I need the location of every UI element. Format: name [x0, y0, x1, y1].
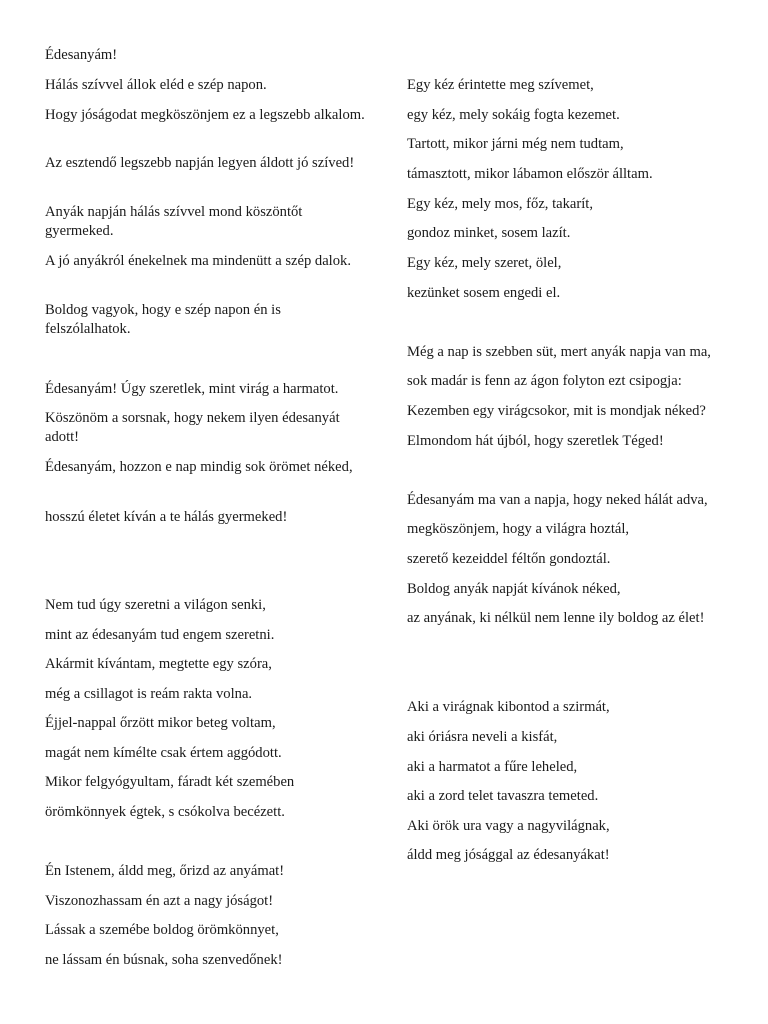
poem-line: aki óriásra neveli a kisfát,	[407, 729, 558, 745]
poem-line: A jó anyákról énekelnek ma mindenütt a szép dalok.	[45, 253, 351, 269]
poem-line: hosszú életet kíván a te hálás gyermeked!	[45, 509, 288, 525]
poem-line: aki a zord telet tavaszra temeted.	[407, 788, 599, 804]
poem-line: Nem tud úgy szeretni a világon senki,	[45, 597, 266, 613]
poem-line: Köszönöm a sorsnak, hogy nekem ilyen édesanyát adott!	[45, 410, 340, 445]
poem-line: Akármit kívántam, megtette egy szóra,	[45, 656, 272, 672]
poem-line: Az esztendő legszebb napján legyen áldott jó szíved!	[45, 155, 355, 171]
poem-line: még a csillagot is reám rakta volna.	[45, 686, 253, 702]
poem-line: Édesanyám, hozzon e nap mindig sok örömet néked,	[45, 459, 353, 475]
poem-line: Elmondom hát újból, hogy szeretlek Téged!	[407, 433, 664, 449]
poem-line: Édesanyám! Úgy szeretlek, mint virág a harmatot.	[45, 381, 339, 397]
poem-line: Aki a virágnak kibontod a szirmát,	[407, 699, 610, 715]
poem-line: megköszönjem, hogy a világra hoztál,	[407, 521, 630, 537]
poem-line: Éjjel-nappal őrzött mikor beteg voltam,	[45, 715, 276, 731]
poem-line: Aki örök ura vagy a nagyvilágnak,	[407, 818, 610, 834]
poem-line: Édesanyám ma van a napja, hogy neked hálát adva,	[407, 492, 708, 508]
poem-line: Boldog anyák napját kívánok néked,	[407, 581, 621, 597]
poem-line: mint az édesanyám tud engem szeretni.	[45, 627, 275, 643]
poem-line: gondoz minket, sosem lazít.	[407, 225, 571, 241]
poem-line: ne lássam én búsnak, soha szenvedőnek!	[45, 952, 283, 968]
poem-line: szerető kezeiddel féltőn gondoztál.	[407, 551, 611, 567]
poem-line: az anyának, ki nélkül nem lenne ily boldog az élet!	[407, 610, 705, 626]
poem-line: Édesanyám!	[45, 47, 118, 63]
poem-line: Én Istenem, áldd meg, őrizd az anyámat!	[45, 863, 285, 879]
poem-line: egy kéz, mely sokáig fogta kezemet.	[407, 107, 620, 123]
poem-line: örömkönnyek égtek, s csókolva becézett.	[45, 804, 285, 820]
poem-line: Kezemben egy virágcsokor, mit is mondjak néked?	[407, 403, 706, 419]
poem-line: Hálás szívvel állok eléd e szép napon.	[45, 77, 267, 93]
poem-line: Lássak a szemébe boldog örömkönnyet,	[45, 922, 279, 938]
poem-line: sok madár is fenn az ágon folyton ezt csipogja:	[407, 373, 682, 389]
poem-line: Még a nap is szebben süt, mert anyák napja van ma,	[407, 344, 711, 360]
poem-line: Tartott, mikor járni még nem tudtam,	[407, 136, 624, 152]
poem-line: Anyák napján hálás szívvel mond köszöntőt gyermeked.	[45, 204, 303, 239]
poem-line: Egy kéz, mely mos, főz, takarít,	[407, 196, 594, 212]
poem-line: aki a harmatot a fűre leheled,	[407, 759, 578, 775]
poem-line: áldd meg jósággal az édesanyákat!	[407, 847, 610, 863]
poem-line: Egy kéz, mely szeret, ölel,	[407, 255, 562, 271]
poem-line: Hogy jóságodat megköszönjem ez a legszebb alkalom.	[45, 107, 365, 123]
poem-line: Mikor felgyógyultam, fáradt két szemében	[45, 774, 295, 790]
poem-line: kezünket sosem engedi el.	[407, 285, 561, 301]
poem-line: Boldog vagyok, hogy e szép napon én is felszólalhatok.	[45, 302, 281, 337]
poem-line: Viszonozhassam én azt a nagy jóságot!	[45, 893, 274, 909]
poem-line: Egy kéz érintette meg szívemet,	[407, 77, 594, 93]
poem-line: támasztott, mikor lábamon először álltam.	[407, 166, 653, 182]
poem-line: magát nem kímélte csak értem aggódott.	[45, 745, 282, 761]
